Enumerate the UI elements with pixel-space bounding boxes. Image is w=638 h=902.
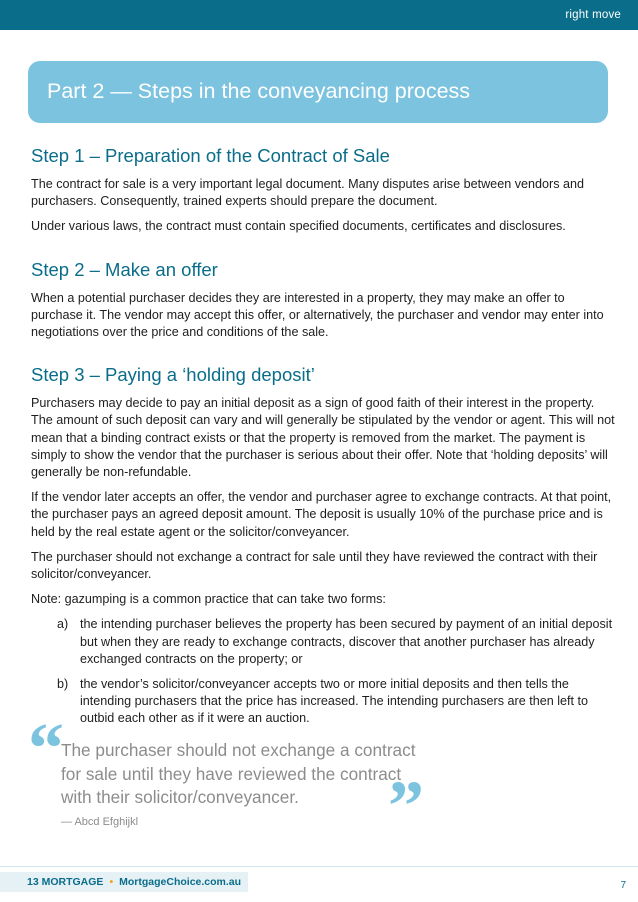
step3-heading: Step 3 – Paying a ‘holding deposit’ bbox=[31, 364, 315, 386]
footer-divider bbox=[0, 866, 638, 867]
step2-paragraph-1: When a potential purchaser decides they are interested in a property, they may make an offer to purchase it. The vendor may accept this offer, or alternatively, the purchaser and vendor may enter into negotiations over the price and conditions of the sale. bbox=[31, 290, 604, 340]
step1-paragraph-2: Under various laws, the contract must contain specified documents, certificates and disclosures. bbox=[31, 219, 566, 234]
footer-brand bbox=[27, 876, 241, 888]
footer-dot-icon: • bbox=[109, 876, 114, 888]
pull-quote-author: — Abcd Efghijkl bbox=[61, 816, 139, 828]
top-bar bbox=[0, 0, 638, 30]
open-quote-icon: “ bbox=[28, 708, 64, 788]
part-title: Part 2 — Steps in the conveyancing process bbox=[47, 79, 471, 103]
pull-quote bbox=[28, 708, 448, 846]
gazumping-list bbox=[31, 616, 616, 727]
list-item-text: the vendor’s solicitor/conveyancer accepts two or more initial deposits and then tells the intending purchasers that the price has increased. The intending purchasers are then left to outbid each other as if it were an auction. bbox=[80, 677, 589, 726]
close-quote-icon: ” bbox=[388, 766, 424, 846]
footer-phone-brand: 13 MORTGAGE bbox=[27, 876, 104, 888]
step3-paragraph-3: The purchaser should not exchange a contract for sale until they have reviewed the contract with their solicitor/conveyancer. bbox=[31, 549, 598, 582]
step1-paragraph-1: The contract for sale is a very important legal document. Many disputes arise between vendors and purchasers. Consequently, trained experts should prepare the document. bbox=[31, 177, 585, 209]
section-label: right move bbox=[565, 9, 621, 21]
step2-heading: Step 2 – Make an offer bbox=[31, 258, 218, 280]
step3-paragraph-4: Note: gazumping is a common practice that can take two forms: bbox=[31, 592, 386, 607]
list-marker: b) bbox=[57, 677, 69, 692]
step3-paragraph-2: If the vendor later accepts an offer, the vendor and purchaser agree to exchange contracts. At that point, the purchaser pays an agreed deposit amount. The deposit is usually 10% of the purchase price and is held by the real estate agent or the solicitor/conveyancer. bbox=[31, 490, 612, 539]
part-banner bbox=[28, 61, 608, 123]
list-marker: a) bbox=[57, 617, 69, 632]
page-number: 7 bbox=[620, 880, 626, 891]
step1-heading: Step 1 – Preparation of the Contract of Sale bbox=[31, 145, 390, 166]
list-item bbox=[31, 616, 616, 668]
list-item-text: the intending purchaser believes the property has been secured by payment of an initial deposit but when they are ready to exchange contracts, discover that another purchaser has already exchanged contracts on the property; or bbox=[80, 617, 613, 666]
footer-site-link[interactable]: MortgageChoice.com.au bbox=[119, 876, 242, 888]
step3-paragraph-1: Purchasers may decide to pay an initial deposit as a sign of good faith of their interest in the property. The amount of such deposit can vary and will generally be stipulated by the vendor or agent. This will not mean that a binding contract exists or that the property is removed from the market. The payment is simply to show the vendor that the purchaser is serious about their offer. Note that ‘holding deposits’ will generally be non-refundable. bbox=[31, 396, 615, 480]
pull-quote-text: The purchaser should not exchange a contract for sale until they have reviewed the contract with their solicitor/conveyancer. bbox=[61, 740, 416, 807]
main-content bbox=[31, 145, 616, 736]
